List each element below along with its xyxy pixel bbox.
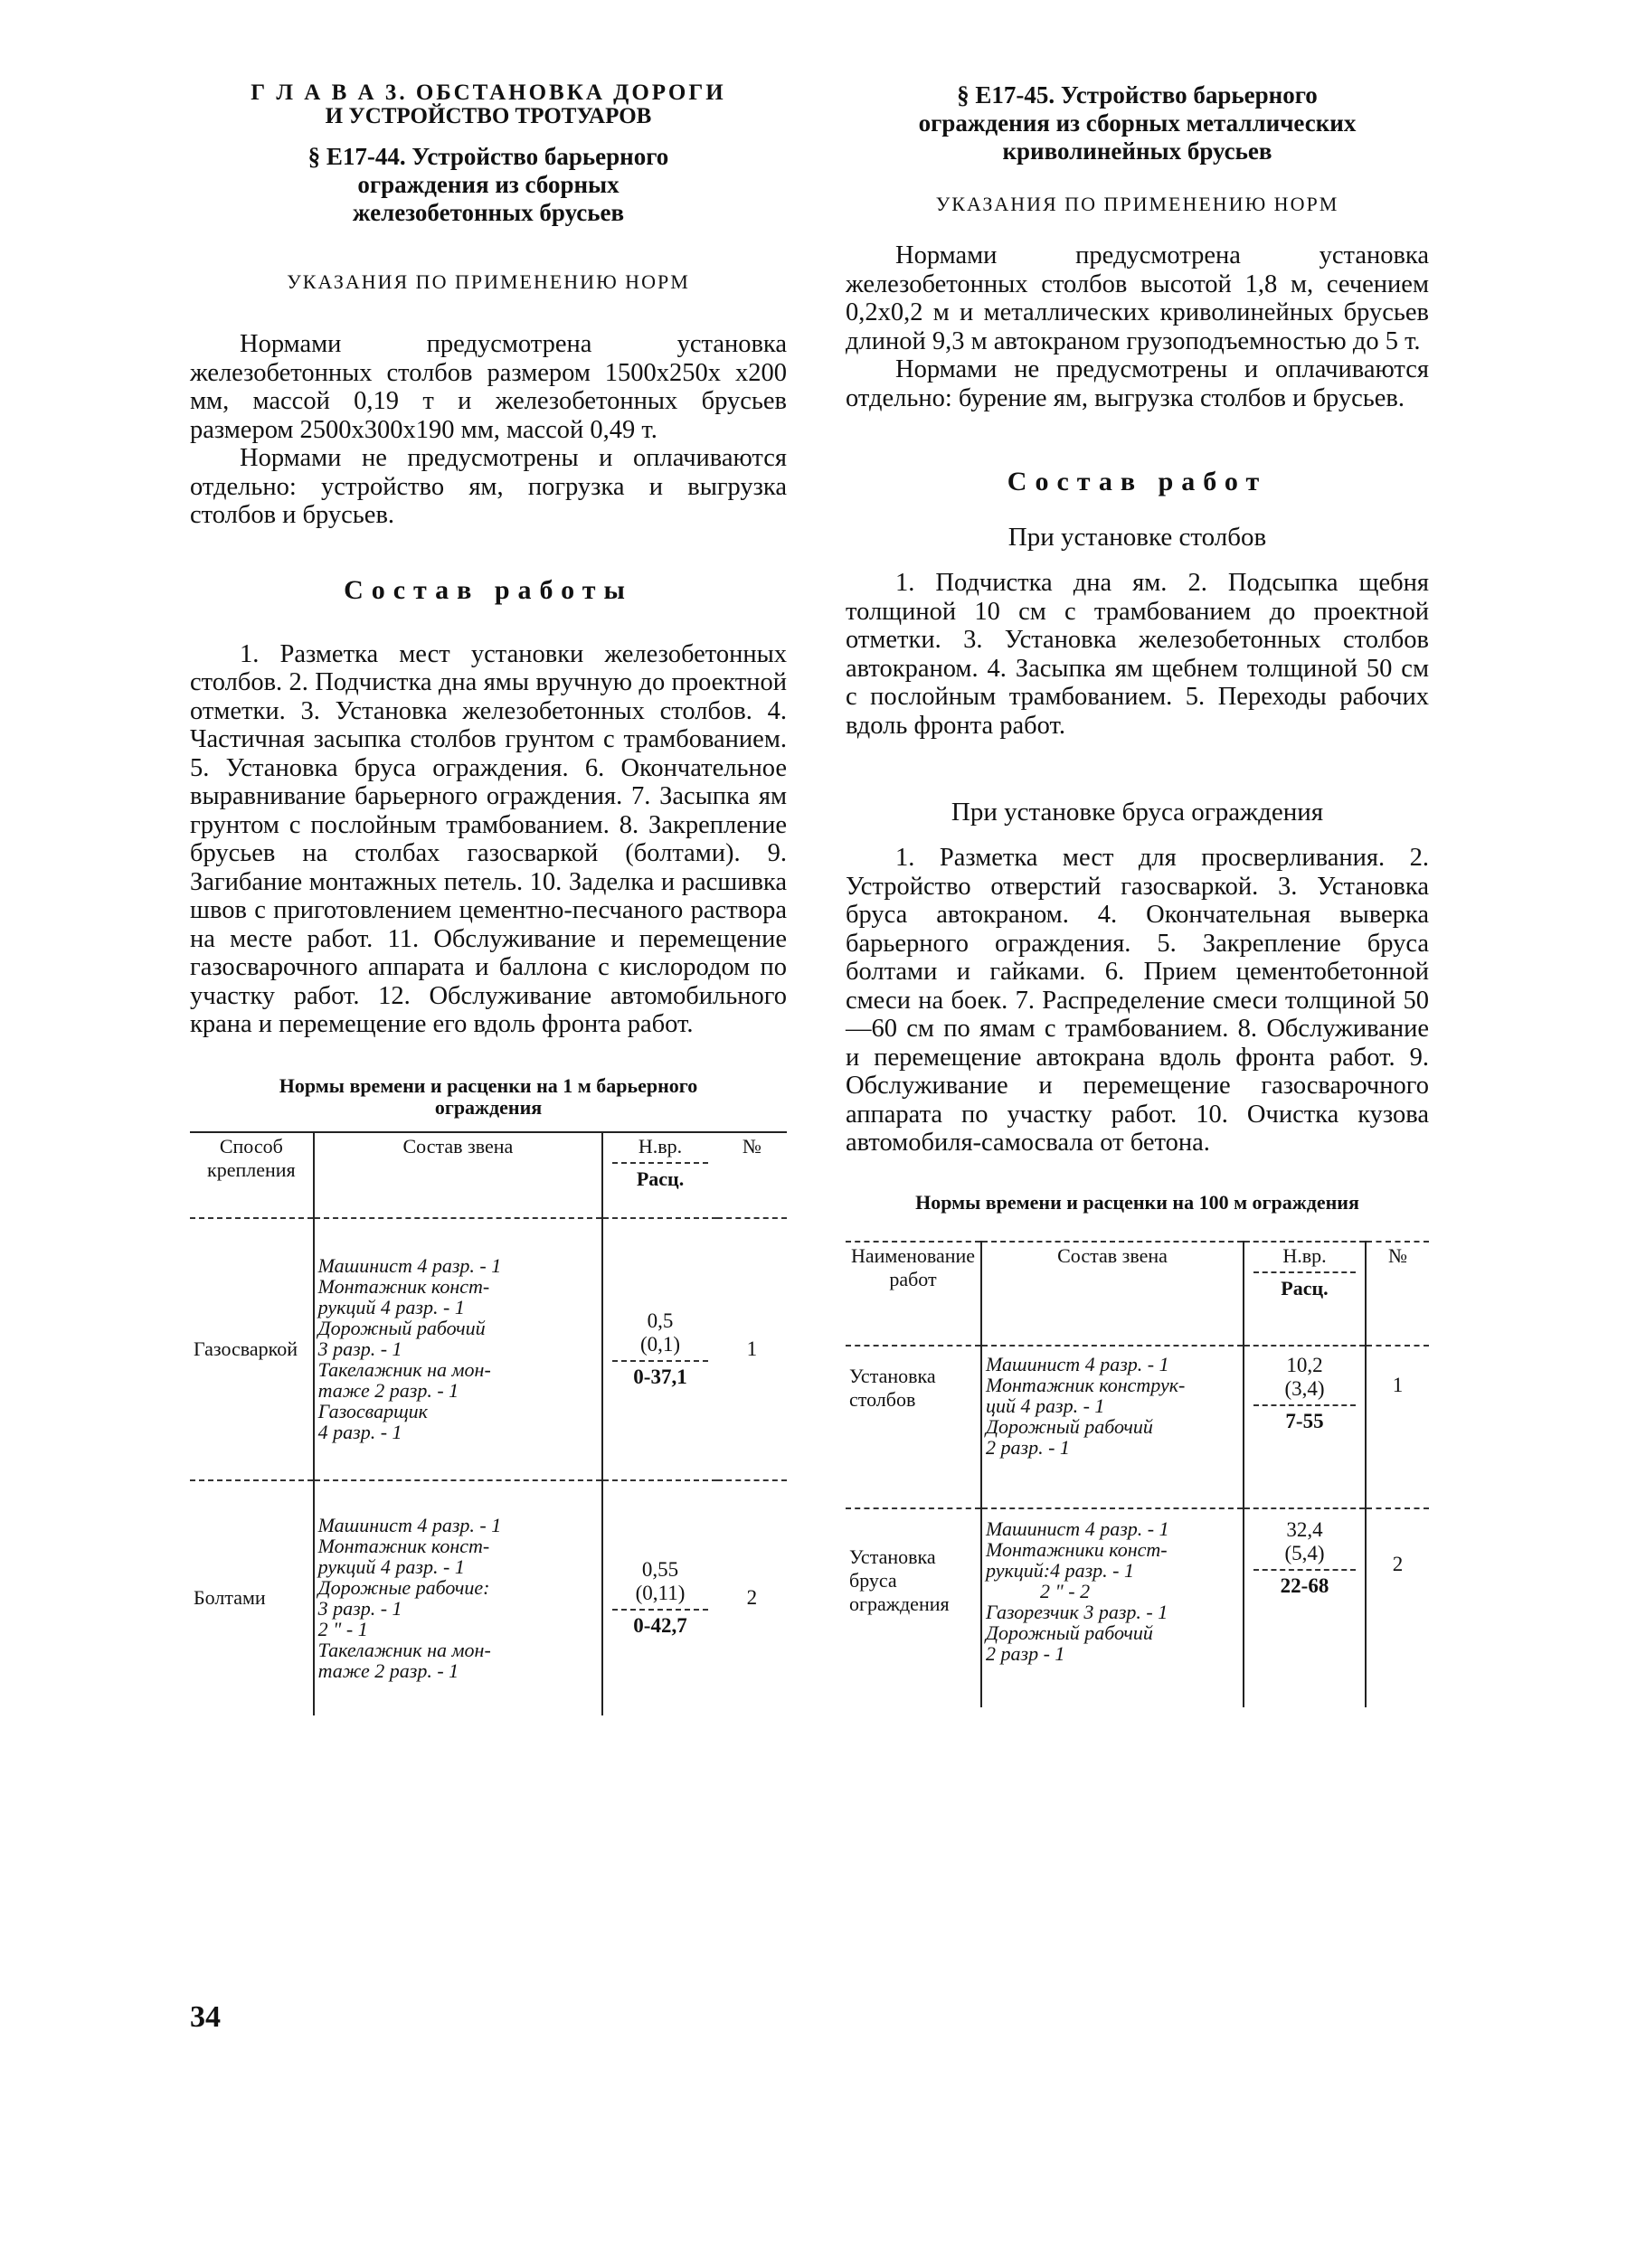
table-row (190, 1480, 787, 1715)
crew-line: ций 4 разр. - 1 (986, 1394, 1105, 1417)
paragraph: Нормами не предусмотрены и оплачиваются отдельно: бурение ям, выгрузка столбов и брусьев. (846, 355, 1429, 412)
crew-line: Такелажник на мон- (317, 1639, 491, 1661)
section-title-line: ограждения из сборных (357, 171, 620, 198)
subheading-beam: При установке бруса ограждения (951, 798, 1324, 827)
crew-line: Машинист 4 разр. - 1 (986, 1517, 1169, 1540)
subheading-posts: При установке столбов (1007, 523, 1267, 552)
work-composition-text: 1. Разметка мест установки железобетонных столбов. 2. Подчистка дна ямы вручную до проектной отметки. 3. Установка железобетонных столбов. 4. Частичная засыпка столбов грунтом с трамбованием. 5. Установка бруса ограждения. 6. Окончательное выравнивание барьерного ограждения. 7. Засыпка ям грунтом с послойным трамбованием. 8. Закрепление брусьев на столбах газосваркой (болтами). 9. Загибание монтажных петель. 10. Заделка и расшивка швов с приготовлением цементно-песчаного раствора на месте работ. 11. Обслуживание и перемещение газосварочного аппарата и баллона с кислородом по участку работ. 12. Обслуживание автомобильного крана и перемещение его вдоль фронта работ. (190, 639, 787, 1038)
table-caption-line: ограждения (434, 1095, 543, 1119)
crew-line: Машинист 4 разр. - 1 (317, 1254, 502, 1277)
crew-line: Газосварщик (317, 1400, 428, 1422)
norm-machine-value: (0,1) (639, 1332, 681, 1356)
cell-norm-rate (1244, 1346, 1366, 1508)
header-name: Наименование работ (846, 1242, 981, 1346)
crew-line: таже 2 разр. - 1 (317, 1379, 459, 1402)
rate-value: 22-68 (1280, 1573, 1329, 1597)
norm-machine-value: (5,4) (1284, 1541, 1325, 1564)
section-title-line: ограждения из сборных металлических (918, 109, 1357, 137)
table-caption-line: Нормы времени и расценки на 1 м барьерного (279, 1073, 698, 1097)
crew-line: таже 2 разр. - 1 (317, 1659, 459, 1682)
crew-line: рукций 4 разр. - 1 (317, 1555, 465, 1578)
norms-table-right (846, 1241, 1429, 1707)
crew-line: Газорезчик 3 разр. - 1 (986, 1600, 1168, 1623)
right-column (846, 81, 1429, 1707)
section-title-line: криволинейных брусьев (1002, 137, 1272, 165)
norm-value: 10,2 (1286, 1353, 1323, 1376)
crew-line: Монтажник конст- (317, 1535, 490, 1557)
header-norm: Н.вр. (638, 1134, 683, 1158)
work-composition-heading: Состав работы (344, 574, 633, 605)
section-title-line: § Е17-45. Устройство барьерного (957, 81, 1318, 109)
header-method: Способ крепления (190, 1132, 314, 1218)
norms-table-left (190, 1131, 787, 1715)
header-norm-rate (1244, 1242, 1366, 1346)
header-rate: Расц. (1281, 1276, 1329, 1299)
header-crew: Состав звена (981, 1242, 1244, 1346)
norm-value: 0,55 (641, 1558, 679, 1581)
table-caption: Нормы времени и расценки на 100 м ограждения (915, 1190, 1359, 1214)
paragraph: Нормами предусмотрена установка железобетонных столбов размером 1500х250х х200 мм, массой 0,19 т и железобетонных брусьев размером 2500х300х190 мм, массой 0,49 т. (190, 330, 787, 444)
cell-method: Газосваркой (190, 1218, 314, 1480)
cell-number: 2 (717, 1480, 787, 1715)
cell-norm-rate (1244, 1508, 1366, 1707)
header-crew: Состав звена (314, 1132, 603, 1218)
crew-line: рукций 4 разр. - 1 (317, 1296, 465, 1318)
crew-line: Дорожный рабочий (986, 1414, 1153, 1438)
crew-line: Такелажник на мон- (317, 1358, 491, 1381)
crew-line: 2 " - 1 (317, 1618, 368, 1640)
crew-line: 3 разр. - 1 (317, 1337, 402, 1360)
crew-line: 2 " - 2 (1040, 1579, 1091, 1602)
cell-crew (314, 1480, 603, 1715)
cell-number: 1 (717, 1218, 787, 1480)
header-norm-rate (602, 1132, 717, 1218)
chapter-subtitle: И УСТРОЙСТВО ТРОТУАРОВ (325, 104, 652, 128)
header-rate: Расц. (636, 1167, 685, 1190)
section-title-e17-44 (190, 143, 787, 227)
crew-line: Дорожный рабочий (986, 1621, 1153, 1644)
cell-norm-rate (602, 1480, 717, 1715)
cell-method: Болтами (190, 1480, 314, 1715)
rate-value: 0-42,7 (633, 1614, 687, 1637)
crew-line: Монтажники конст- (986, 1537, 1168, 1561)
crew-line: 2 разр - 1 (986, 1641, 1065, 1665)
norm-machine-value: (3,4) (1284, 1376, 1325, 1400)
cell-number: 2 (1366, 1508, 1429, 1707)
crew-line: Машинист 4 разр. - 1 (986, 1352, 1169, 1375)
cell-crew (981, 1346, 1244, 1508)
work-composition-heading: Состав работ (1007, 467, 1268, 496)
crew-line: Машинист 4 разр. - 1 (317, 1514, 502, 1536)
header-number: № (717, 1132, 787, 1218)
norm-machine-value: (0,11) (635, 1582, 686, 1604)
work-text-beam: 1. Разметка мест для просверливания. 2. Устройство отверстий газосваркой. 3. Установка бруса автокраном. 4. Окончательная выверка барьерного ограждения. 5. Закрепление бруса болтами и гайками. 6. Прием цементобетонной смеси на боек. 7. Распределение смеси толщиной 50—60 см по ямам с трамбованием. 8. Обслуживание и перемещение автокрана вдоль фронта работ. 9. Обслуживание и перемещение газосварочного аппарата по участку работ. 10. Очистка кузова автомобиля-самосвала от бетона. (846, 844, 1429, 1157)
norm-value: 0,5 (647, 1309, 674, 1332)
rate-value: 0-37,1 (633, 1365, 687, 1388)
cell-crew (314, 1218, 603, 1480)
cell-name: Установка столбов (846, 1346, 981, 1508)
chapter-title: Г Л А В А 3. ОБСТАНОВКА ДОРОГИ (251, 80, 726, 105)
norm-value: 32,4 (1286, 1517, 1323, 1541)
crew-line: 3 разр. - 1 (317, 1597, 402, 1620)
header-number: № (1366, 1242, 1429, 1346)
crew-line: 2 разр. - 1 (986, 1435, 1070, 1459)
header-norm: Н.вр. (1282, 1243, 1327, 1267)
section-title-e17-45 (846, 81, 1429, 165)
cell-name: Установка бруса ограждения (846, 1508, 981, 1707)
table-caption (190, 1075, 787, 1119)
guide-heading: УКАЗАНИЯ ПО ПРИМЕНЕНИЮ НОРМ (287, 270, 690, 293)
paragraph: Нормами предусмотрена установка железобетонных столбов высотой 1,8 м, сечением 0,2х0,2 м и металлических криволинейных брусьев длиной 9,3 м автокраном грузоподъемностью до 5 т. (846, 241, 1429, 355)
cell-norm-rate (602, 1218, 717, 1480)
left-column (190, 81, 787, 1715)
crew-line: Дорожные рабочие: (317, 1576, 490, 1599)
section-title-line: железобетонных брусьев (352, 199, 625, 226)
work-text-posts: 1. Подчистка дна ям. 2. Подсыпка щебня толщиной 10 см с трамбованием до проектной отметки. 3. Установка железобетонных столбов автокраном. 4. Засыпка ям щебнем толщиной 50 см с послойным трамбованием. 5. Переходы рабочих вдоль фронта работ. (846, 569, 1429, 740)
table-row (846, 1508, 1429, 1707)
paragraph: Нормами не предусмотрены и оплачиваются отдельно: устройство ям, погрузка и выгрузка столбов и брусьев. (190, 444, 787, 529)
cell-crew (981, 1508, 1244, 1707)
crew-line: Монтажник конструк- (986, 1373, 1186, 1396)
table-row (846, 1346, 1429, 1508)
cell-number: 1 (1366, 1346, 1429, 1508)
crew-line: Дорожный рабочий (317, 1317, 486, 1339)
crew-line: Монтажник конст- (317, 1275, 490, 1298)
guide-heading: УКАЗАНИЯ ПО ПРИМЕНЕНИЮ НОРМ (935, 193, 1339, 215)
table-row (190, 1218, 787, 1480)
rate-value: 7-55 (1285, 1409, 1324, 1432)
page-number: 34 (190, 2000, 221, 2034)
section-title-line: § Е17-44. Устройство барьерного (307, 143, 669, 170)
crew-line: рукций:4 разр. - 1 (986, 1558, 1135, 1582)
crew-line: 4 разр. - 1 (317, 1421, 402, 1443)
